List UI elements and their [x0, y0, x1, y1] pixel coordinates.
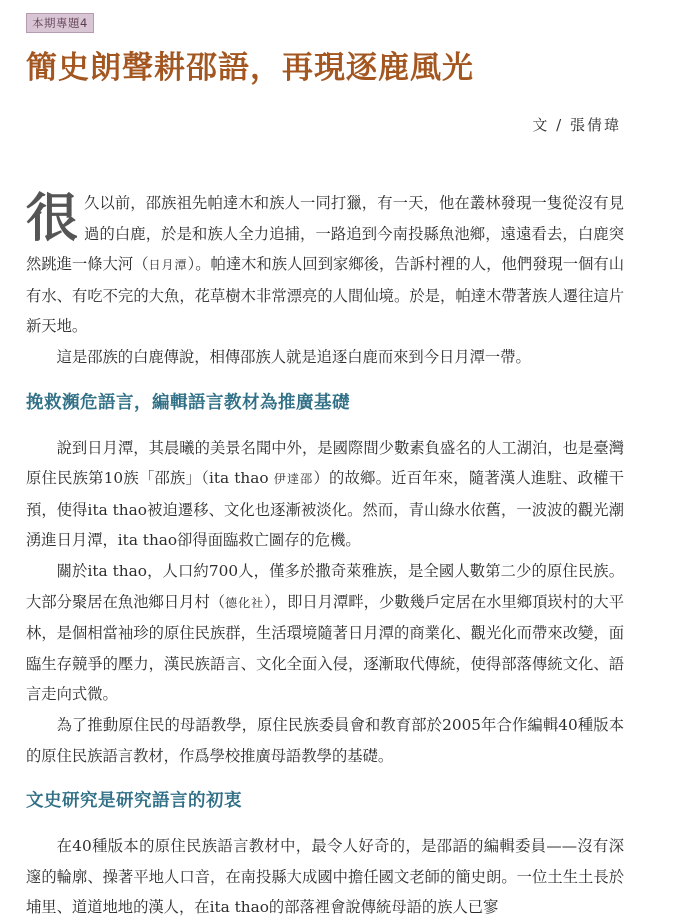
- intro-note: 日月潭: [148, 258, 188, 273]
- issue-tag: 本期專題4: [26, 13, 94, 33]
- s1p1-note: 伊達邵: [273, 472, 314, 487]
- s1p2-note: 德化社: [225, 595, 265, 610]
- drop-cap: 很: [26, 188, 79, 249]
- author-byline: 文 / 張倩瑋: [532, 116, 621, 134]
- s1p2-text-b: ），即日月潭畔，少數幾戶定居在水里鄉頂崁村的大平林，是個相當袖珍的原住民族群，生活環境隨著日月潭的商業化、觀光化而帶來改變，面臨生存競爭的壓力，漢民族語言、文化全面入侵，逐漸取代傳統，使得部落傳統文化、語言走向式微。: [26, 592, 624, 704]
- paragraph-legend-summary: 這是邵族的白鹿傳說，相傳邵族人就是追逐白鹿而來到今日月潭一帶。: [56, 347, 531, 366]
- section-heading-2: 文史研究是研究語言的初衷: [26, 791, 242, 812]
- article-body: [26, 188, 624, 923]
- s1p2-text-a: 關於ita thao，人口約700人，僅多於撒奇萊雅族，是全國人數第二少的原住民族。大部分聚居在魚池鄉日月村（: [26, 561, 624, 611]
- intro-paragraph: [26, 188, 624, 342]
- article-title: 簡史朗聲耕邵語，再現逐鹿風光: [26, 50, 474, 86]
- s1p1-text-b: ）的故鄉。近百年來，隨著漢人進駐、政權干預，使得ita thao被迫遷移、文化也逐漸被淡化。然而，青山綠水依舊，一波波的觀光潮湧進日月潭，ita thao卻得面臨救亡圖存的危機。: [26, 469, 624, 550]
- section-heading-1: 挽救瀕危語言，編輯語言教材為推廣基礎: [26, 392, 350, 413]
- intro-text-b: ）。帕達木和族人回到家鄉後，告訴村裡的人，他們發現一個有山有水、有吃不完的大魚，花草樹木非常漂亮的人間仙境。於是，帕達木帶著族人遷往這片新天地。: [26, 255, 624, 336]
- section2-paragraph-1: 在40種版本的原住民族語言教材中，最令人好奇的，是邵語的編輯委員——沒有深邃的輪廓、操著平地人口音，在南投縣大成國中擔任國文老師的簡史朗。一位土生土長於埔里、道道地地的漢人，在ita thao的部落裡會說傳統母語的族人已寥: [26, 837, 624, 917]
- section1-paragraph-3: 為了推動原住民的母語教學，原住民族委員會和教育部於2005年合作編輯40種版本的原住民族語言教材，作爲學校推廣母語教學的基礎。: [26, 715, 624, 765]
- intro-text-a: 久以前，邵族祖先帕達木和族人一同打獵，有一天，他在叢林發現一隻從沒有見過的白鹿，於是和族人全力追捕，一路追到今南投縣魚池鄉，遠遠看去，白鹿突然跳進一條大河（: [26, 194, 624, 274]
- section1-paragraph-1: [26, 433, 624, 556]
- s1p1-text-a: 說到日月潭，其晨曦的美景名聞中外，是國際間少數素負盛名的人工湖泊，也是臺灣原住民族第10族「邵族」（ita thao: [26, 438, 624, 488]
- section1-paragraph-2: [26, 556, 624, 710]
